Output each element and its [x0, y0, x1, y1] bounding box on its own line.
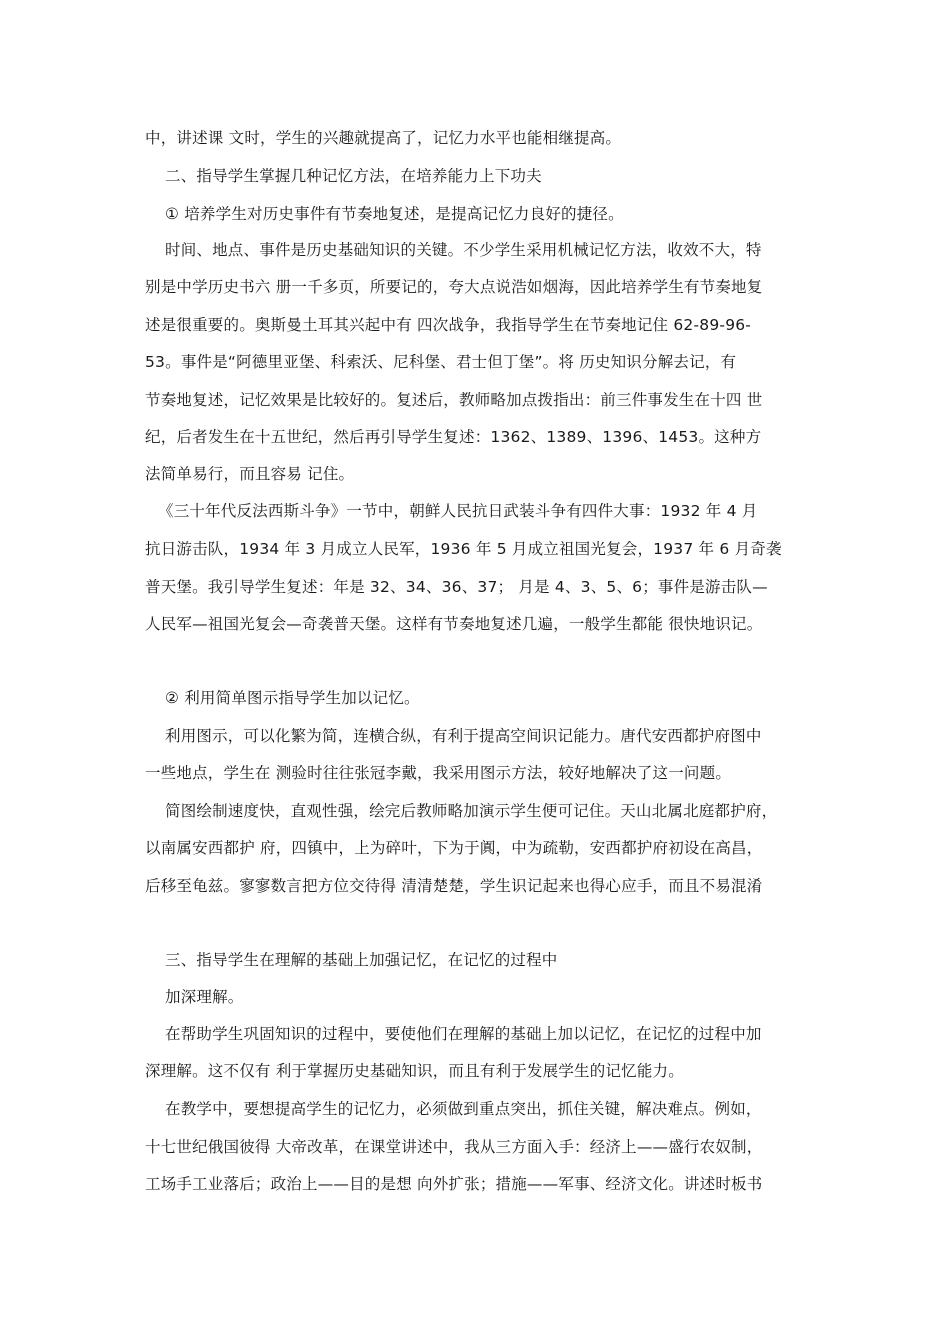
text-line: 深理解。这不仅有 利于掌握历史基础知识，而且有利于发展学生的记忆能力。	[145, 1062, 684, 1080]
section-heading-3: 三、指导学生在理解的基础上加强记忆，在记忆的过程中	[165, 951, 558, 969]
text-line: 工场手工业落后；政治上——目的是想 向外扩张；措施——军事、经济文化。讲述时板书	[145, 1175, 763, 1193]
text-line: 后移至龟兹。寥寥数言把方位交待得 清清楚楚，学生识记起来也得心应手，而且不易混淆	[145, 877, 763, 895]
text-line: 在教学中，要想提高学生的记忆力，必须做到重点突出，抓住关键，解决难点。例如，	[165, 1100, 762, 1118]
text-line: 在帮助学生巩固知识的过程中，要使他们在理解的基础上加以记忆，在记忆的过程中加	[165, 1025, 762, 1043]
section-heading-2: 二、指导学生掌握几种记忆方法，在培养能力上下功夫	[165, 167, 542, 185]
text-line: 十七世纪俄国彼得 大帝改革，在课堂讲述中，我从三方面入手：经济上——盛行农奴制，	[145, 1138, 763, 1156]
text-line: 法简单易行，而且容易 记住。	[145, 465, 355, 483]
text-line: 简图绘制速度快，直观性强，绘完后教师略加演示学生便可记住。天山北属北庭都护府，	[165, 802, 778, 820]
subheading-1: ① 培养学生对历史事件有节奏地复述，是提高记忆力良好的捷径。	[165, 205, 624, 223]
text-line: 53。事件是“阿德里亚堡、科索沃、尼科堡、君士但丁堡”。将 历史知识分解去记，有	[145, 353, 737, 371]
text-line: 中，讲述课 文时，学生的兴趣就提高了，记忆力水平也能相继提高。	[145, 129, 622, 147]
text-line: 节奏地复述，记忆效果是比较好的。复述后，教师略加点拨指出：前三件事发生在十四 世	[145, 391, 763, 409]
text-line: 别是中学历史书六 册一千多页，所要记的，夸大点说浩如烟海，因此培养学生有节奏地复	[145, 278, 763, 296]
text-line: 利用图示，可以化繁为简，连横合纵，有利于提高空间识记能力。唐代安西都护府图中	[165, 727, 762, 745]
text-line: 述是很重要的。奥斯曼土耳其兴起中有 四次战争，我指导学生在节奏地记住 62-89-96-	[145, 316, 752, 334]
text-line: 时间、地点、事件是历史基础知识的关键。不少学生采用机械记忆方法，收效不大，特	[165, 241, 762, 259]
subheading-2: ② 利用简单图示指导学生加以记忆。	[165, 689, 420, 707]
text-line: 普天堡。我引导学生复述：年是 32、34、36、37； 月是 4、3、5、6；事件是游击队—	[145, 578, 768, 596]
text-line: 《三十年代反法西斯斗争》一节中，朝鲜人民抗日武装斗争有四件大事：1932 年 4 月	[158, 502, 758, 520]
text-line: 抗日游击队，1934 年 3 月成立人民军，1936 年 5 月成立祖国光复会，1937 年 6 月奇袭	[145, 540, 782, 558]
section-heading-3-cont: 加深理解。	[165, 988, 244, 1006]
text-line: 一些地点，学生在 测验时往往张冠李戴，我采用图示方法，较好地解决了这一问题。	[145, 764, 732, 782]
text-line: 人民军—祖国光复会—奇袭普天堡。这样有节奏地复述几遍，一般学生都能 很快地识记。	[145, 615, 763, 633]
text-line: 纪，后者发生在十五世纪，然后再引导学生复述：1362、1389、1396、1453。这种方	[145, 428, 762, 446]
text-line: 以南属安西都护 府，四镇中，上为碎叶，下为于阗，中为疏勒，安西都护府初设在高昌，	[145, 839, 763, 857]
